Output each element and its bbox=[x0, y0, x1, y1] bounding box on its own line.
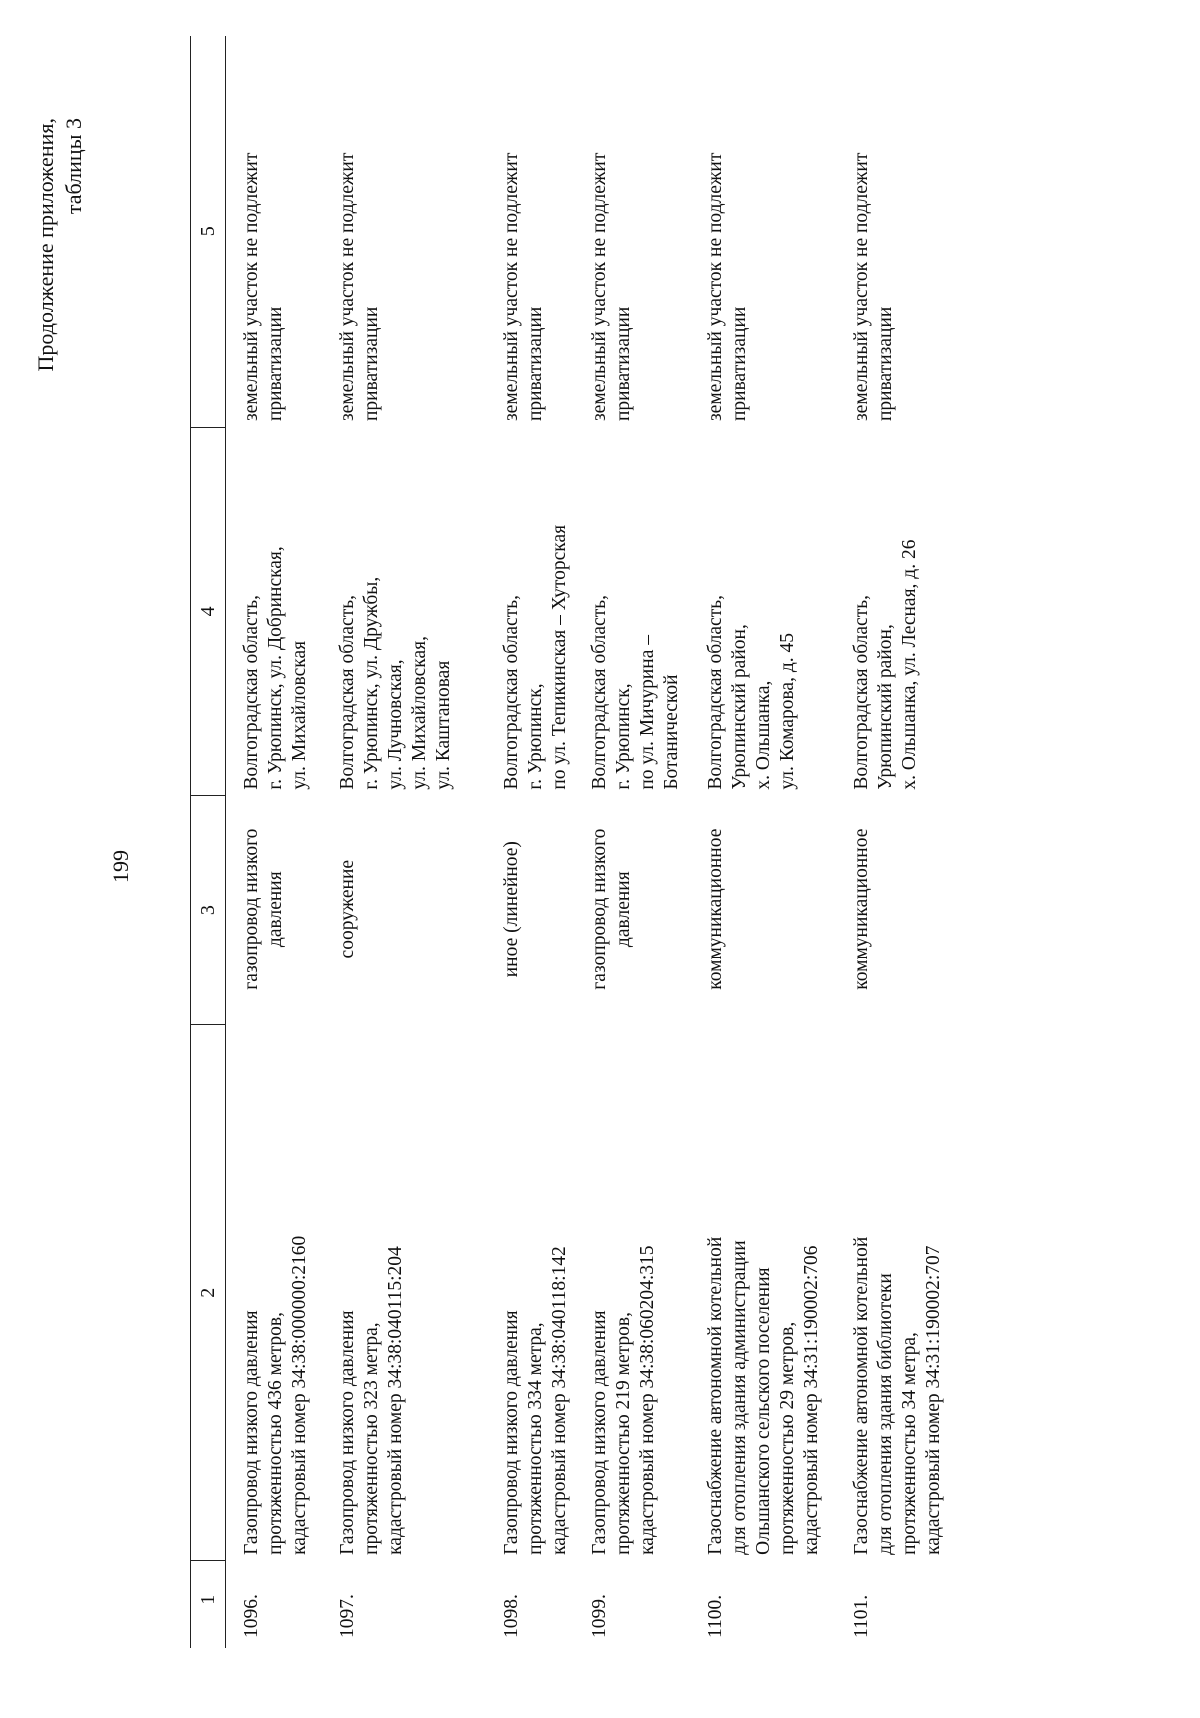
object-note-line: земельный участок не подлежит bbox=[851, 152, 872, 422]
object-type-cell bbox=[226, 796, 313, 1025]
object-address-line: ул. Лучновская, bbox=[385, 659, 406, 790]
object-name-line: Газоснабжение автономной котельной bbox=[851, 1236, 872, 1555]
object-note-cell bbox=[684, 36, 824, 427]
object-note-line: приватизации bbox=[361, 306, 382, 422]
object-address-line: Урюпинский район, bbox=[875, 624, 896, 790]
object-name-line: протяженностью 34 метра, bbox=[899, 1332, 920, 1555]
object-type-line: иное (линейное) bbox=[501, 841, 522, 978]
header-row bbox=[191, 36, 226, 1648]
row-number: 1098. bbox=[501, 1594, 522, 1638]
page-number: 199 bbox=[108, 850, 133, 883]
object-address-line: Волгоградская область, bbox=[501, 595, 522, 790]
object-name-cell bbox=[572, 1025, 684, 1561]
object-name-line: Газопровод низкого давления bbox=[501, 1310, 522, 1555]
object-name-line: Газопровод низкого давления bbox=[337, 1310, 358, 1555]
object-type-cell bbox=[572, 796, 684, 1025]
object-name-line: кадастровый номер 34:31:190002:707 bbox=[923, 1245, 944, 1555]
object-address-line: ул. Михайловская, bbox=[409, 636, 430, 790]
object-name-line: кадастровый номер 34:38:040118:142 bbox=[549, 1246, 570, 1555]
object-note-line: приватизации bbox=[729, 306, 750, 422]
continuation-note bbox=[32, 118, 88, 538]
header-col-3: 3 bbox=[191, 796, 226, 1025]
continuation-note-line-2: таблицы 3 bbox=[61, 118, 86, 215]
object-note-cell bbox=[312, 36, 456, 427]
row-number-cell bbox=[572, 1561, 684, 1648]
object-address-cell bbox=[312, 427, 456, 796]
object-note-line: земельный участок не подлежит bbox=[337, 152, 358, 422]
object-name-line: для отопления здания администрации bbox=[729, 1240, 750, 1555]
object-note-line: приватизации bbox=[875, 306, 896, 422]
object-note-cell bbox=[456, 36, 572, 427]
header-col-5: 5 bbox=[191, 36, 226, 427]
object-type-cell bbox=[456, 796, 572, 1025]
object-name-line: протяженностью 29 метров, bbox=[777, 1321, 798, 1555]
object-name-line: протяженностью 334 метра, bbox=[525, 1322, 546, 1555]
object-address-line: г. Урюпинск, bbox=[525, 683, 546, 790]
object-note-line: приватизации bbox=[265, 306, 286, 422]
table-row bbox=[456, 36, 572, 1648]
object-address-line: г. Урюпинск, ул. Дружбы, bbox=[361, 576, 382, 790]
object-address-line: Волгоградская область, bbox=[705, 595, 726, 790]
object-type-cell bbox=[312, 796, 456, 1025]
object-address-line: х. Ольшанка, ул. Лесная, д. 26 bbox=[899, 539, 920, 790]
object-address-cell bbox=[684, 427, 824, 796]
object-address-line: Урюпинский район, bbox=[729, 624, 750, 790]
object-address-line: Волгоградская область, bbox=[589, 595, 610, 790]
object-name-line: протяженностью 436 метров, bbox=[265, 1312, 286, 1555]
row-number-cell bbox=[226, 1561, 313, 1648]
object-note-line: приватизации bbox=[613, 306, 634, 422]
object-name-line: Газопровод низкого давления bbox=[589, 1310, 610, 1555]
row-number-cell bbox=[312, 1561, 456, 1648]
object-name-line: протяженностью 323 метра, bbox=[361, 1322, 382, 1555]
object-note-cell bbox=[824, 36, 946, 427]
object-note-line: земельный участок не подлежит bbox=[241, 152, 262, 422]
object-note-line: земельный участок не подлежит bbox=[589, 152, 610, 422]
object-address-line: Волгоградская область, bbox=[241, 595, 262, 790]
row-number: 1100. bbox=[705, 1594, 726, 1638]
object-name-line: кадастровый номер 34:31:190002:706 bbox=[801, 1245, 822, 1555]
table-row bbox=[312, 36, 456, 1648]
object-name-line: Газопровод низкого давления bbox=[241, 1310, 262, 1555]
object-address-line: по ул. Мичурина – bbox=[637, 635, 658, 790]
table-row bbox=[824, 36, 946, 1648]
object-name-line: протяженностью 219 метров, bbox=[613, 1312, 634, 1555]
row-number-cell bbox=[684, 1561, 824, 1648]
object-type-cell bbox=[684, 796, 824, 1025]
row-number-cell bbox=[456, 1561, 572, 1648]
object-address-line: по ул. Тепикинская – Хуторская bbox=[549, 524, 570, 790]
object-type-line: давления bbox=[613, 871, 634, 948]
row-number: 1099. bbox=[589, 1594, 610, 1638]
object-address-line: Ботанической bbox=[661, 674, 682, 790]
object-name-cell bbox=[684, 1025, 824, 1561]
header-col-2: 2 bbox=[191, 1025, 226, 1561]
object-name-cell bbox=[456, 1025, 572, 1561]
table-body bbox=[226, 36, 947, 1648]
object-name-cell bbox=[312, 1025, 456, 1561]
object-type-line: давления bbox=[265, 871, 286, 948]
object-address-cell bbox=[824, 427, 946, 796]
header-col-1: 1 bbox=[191, 1561, 226, 1648]
object-name-line: кадастровый номер 34:38:060204:315 bbox=[637, 1245, 658, 1555]
row-number: 1101. bbox=[851, 1594, 872, 1638]
object-address-cell bbox=[456, 427, 572, 796]
object-address-line: х. Ольшанка, bbox=[753, 680, 774, 790]
header-col-4: 4 bbox=[191, 427, 226, 796]
object-address-cell bbox=[572, 427, 684, 796]
object-type-line: газопровод низкого bbox=[241, 828, 262, 990]
object-type-line: сооружение bbox=[337, 859, 358, 959]
object-note-cell bbox=[226, 36, 313, 427]
object-type-cell bbox=[824, 796, 946, 1025]
object-address-line: ул. Комарова, д. 45 bbox=[777, 632, 798, 790]
continuation-note-line-1: Продолжение приложения, bbox=[33, 118, 58, 372]
object-name-cell bbox=[226, 1025, 313, 1561]
table-row bbox=[684, 36, 824, 1648]
object-note-cell bbox=[572, 36, 684, 427]
object-note-line: приватизации bbox=[525, 306, 546, 422]
row-number: 1096. bbox=[241, 1594, 262, 1638]
row-number: 1097. bbox=[337, 1594, 358, 1638]
object-name-line: для отопления здания библиотеки bbox=[875, 1273, 896, 1555]
object-type-line: газопровод низкого bbox=[589, 828, 610, 990]
object-name-line: Ольшанского сельского поселения bbox=[753, 1267, 774, 1555]
object-address-line: ул. Каштановая bbox=[433, 660, 454, 790]
object-address-line: г. Урюпинск, bbox=[613, 683, 634, 790]
object-address-line: Волгоградская область, bbox=[851, 595, 872, 790]
object-address-line: ул. Михайловская bbox=[289, 640, 310, 790]
object-note-line: земельный участок не подлежит bbox=[705, 152, 726, 422]
object-name-cell bbox=[824, 1025, 946, 1561]
object-type-line: коммуникационное bbox=[705, 828, 726, 990]
table-row bbox=[572, 36, 684, 1648]
row-number-cell bbox=[824, 1561, 946, 1648]
object-name-line: кадастровый номер 34:38:000000:2160 bbox=[289, 1235, 310, 1555]
object-address-line: г. Урюпинск, ул. Добринская, bbox=[265, 546, 286, 790]
object-address-cell bbox=[226, 427, 313, 796]
table-row bbox=[226, 36, 313, 1648]
registry-table bbox=[190, 36, 946, 1648]
object-name-line: Газоснабжение автономной котельной bbox=[705, 1236, 726, 1555]
object-note-line: земельный участок не подлежит bbox=[501, 152, 522, 422]
object-type-line: коммуникационное bbox=[851, 828, 872, 990]
object-name-line: кадастровый номер 34:38:040115:204 bbox=[385, 1246, 406, 1555]
object-address-line: Волгоградская область, bbox=[337, 595, 358, 790]
